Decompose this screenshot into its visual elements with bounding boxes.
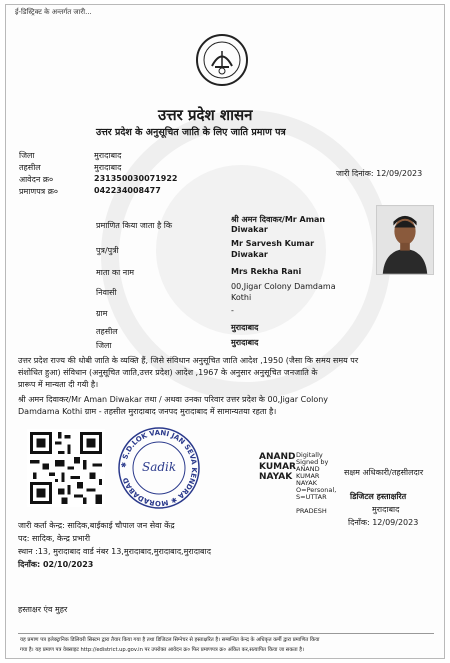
- body-paragraph-1-line3: प्रारूप में मान्यता दी गयी है।: [18, 380, 99, 389]
- certificate-page: ई-डिस्ट्रिक्ट के अन्तर्गत जारी... उत्तर प्रदेश शासन उत्तर प्रदेश के अनुसूचित जाति के लिए जाति प्रमाण पत्र जिला मुरादाबाद तहसील मुरादाबाद आवेदन क्र० 231350030071922 प्रमाणपत्र क्र० 042234008477 जारी दिनांक: 12/09/2023 प्रमाणित किया जाता है कि श्री अमन दिवाकर/Mr Aman Diwakar पुत्र/पुत्री Mr Sarvesh Kumar Diwakar माता का नाम Mrs Rekha Rani निवासी 00,Jigar Colony Damdama Kothi ग्राम - तहसील मुरादाबाद जिला मुरादाबाद उत्तर प्रदेश राज्य की धोबी जाति के व्यक्ति हैं, जिसे संविधान अनुसूचित जाति आदेश ,1950 (जैसा कि समय समय पर संशोधित हुआ) संविधान (अनुसूचित जाति,उत्तर प्रदेश) आदेश ,1967 के अनुसार अनुसूचित जनजाति के प्रारूप में मान्यता दी गयी है। श्री अमन दिवाकर/Mr Aman Diwakar तथा / अथवा उनका परिवार उत्तर प्रदेश के 00,Jigar Colony Damdama Kothi ग्राम - तहसील मुरादाबाद जनपद मुरादाबाद में सामान्यतया रहता है। ✱ S.D.LOK VANI JAN SEVA KENDRA ✱ MORADABAD Sadik ANAND KUMAR NAYAK Digitally Signed by ANAND KUMAR NAYAK O=Personal, S=UTTAR PRADESH जारी कर्ता केन्द्र: सादिक,बाईकाई चौपाल जन सेवा केंद्र पद: सादिक, केन्द्र प्रभारी स्थान :13, मुरादाबाद वार्ड नंबर 13,मुरादाबाद,मुरादाबाद,मुरादाबाद दिनाँक: 02/10/2023 सक्षम अधिकारी/तहसीलदार डिजिटल हस्ताक्षरित मुरादाबाद दिनाँक: 12/09/2023 हस्ताक्षर एंव मुहर यह प्रमाण पत्र इलेक्ट्रानिक डिलिवरी सिस्टम द्वारा तैयार किया गया है तथा डिजिटल सिग्नेचर से हस्ताक्षरित है। सम्बन्धित केन्द्र के अधिकृत कर्मी द्वारा प्रमाणित किया गया है। यह प्रमाण पत्र वेबसाइट http://edistrict.up.gov.in पर उपरोक्त आवेदन क्र० फिर प्रमाणपत्र क्र० अंकित कर,सत्यापित किया जा सकता है।: [5, 4, 445, 659]
- authority-place: मुरादाबाद: [372, 505, 400, 514]
- resident-address: 00,Jigar Colony Damdama: [231, 282, 336, 291]
- applicant-name-line2: Diwakar: [231, 225, 268, 234]
- authority-title: सक्षम अधिकारी/तहसीलदार: [344, 468, 424, 477]
- body-paragraph-2-line1: श्री अमन दिवाकर/Mr Aman Diwakar तथा / अथवा उनका परिवार उत्तर प्रदेश के 00,Jigar Colony: [18, 395, 329, 404]
- issuer-place: स्थान :13, मुरादाबाद वार्ड नंबर 13,मुरादाबाद,मुरादाबाद,मुरादाबाद: [18, 547, 211, 556]
- government-title: उत्तर प्रदेश शासन: [158, 106, 253, 124]
- father-name: Mr Sarvesh Kumar: [231, 239, 315, 248]
- mother-name: Mrs Rekha Rani: [231, 267, 302, 276]
- footer-note-line1: यह प्रमाण पत्र इलेक्ट्रानिक डिलिवरी सिस्टम द्वारा तैयार किया गया है तथा डिजिटल सिग्नेचर से हस्ताक्षरित है। सम्बन्धित केन्द्र के अधिकृत कर्मी द्वारा प्रमाणित किया: [20, 637, 320, 643]
- resident-label: निवासी: [96, 288, 117, 297]
- district-detail-value: मुरादाबाद: [231, 338, 259, 347]
- tehsil-detail-label: तहसील: [96, 327, 118, 336]
- signature-seal-label: हस्ताक्षर एंव मुहर: [18, 605, 68, 614]
- body-paragraph-1-line2: संशोधित हुआ) संविधान (अनुसूचित जाति,उत्तर प्रदेश) आदेश ,1967 के अनुसार अनुसूचित जनजाति के: [18, 368, 318, 377]
- district-detail-label: जिला: [96, 341, 112, 350]
- resident-address-line2: Kothi: [231, 293, 252, 302]
- application-number: 231350030071922: [94, 174, 178, 183]
- application-label: आवेदन क्र०: [19, 175, 54, 184]
- svg-text:Sadik: Sadik: [142, 460, 177, 474]
- father-name-line2: Diwakar: [231, 250, 268, 259]
- authority-date: दिनाँक: 12/09/2023: [348, 518, 419, 527]
- tehsil-label: तहसील: [19, 163, 41, 172]
- certificate-number: 042234008477: [94, 186, 161, 195]
- qr-code: [27, 429, 105, 507]
- body-paragraph-1-line1: उत्तर प्रदेश राज्य की धोबी जाति के व्यक्ति हैं, जिसे संविधान अनुसूचित जाति आदेश ,1950 (जैसा कि समय समय पर: [18, 356, 359, 365]
- certificate-label: प्रमाणपत्र क्र०: [19, 187, 58, 196]
- issuer-post: पद: सादिक, केन्द्र प्रभारी: [18, 534, 91, 543]
- village-value: -: [231, 306, 234, 315]
- tehsil-detail-value: मुरादाबाद: [231, 323, 259, 332]
- village-label: ग्राम: [96, 309, 108, 318]
- issuer-date: दिनाँक: 02/10/2023: [18, 560, 94, 569]
- certificate-title: उत्तर प्रदेश के अनुसूचित जाति के लिए जाति प्रमाण पत्र: [96, 127, 286, 138]
- digital-signer-name: ANAND KUMAR NAYAK: [259, 452, 296, 482]
- up-government-emblem-icon: [195, 33, 249, 87]
- certified-label: प्रमाणित किया जाता है कि: [96, 221, 173, 230]
- son-of-label: पुत्र/पुत्री: [96, 246, 119, 255]
- mother-label: माता का नाम: [96, 268, 135, 277]
- header-note: ई-डिस्ट्रिक्ट के अन्तर्गत जारी...: [15, 8, 92, 16]
- svg-text:✱ S.D.LOK VANI JAN SEVA KENDRA: ✱ S.D.LOK VANI JAN SEVA KENDRA ✱ MORADABAD: [119, 428, 199, 508]
- district-value: मुरादाबाद: [94, 151, 122, 160]
- district-label: जिला: [19, 151, 35, 160]
- body-paragraph-2-line2: Damdama Kothi ग्राम - तहसील मुरादाबाद जनपद मुरादाबाद में सामान्यतया रहता है।: [18, 407, 277, 416]
- applicant-name: श्री अमन दिवाकर/Mr Aman: [231, 215, 326, 224]
- issuing-center: जारी कर्ता केन्द्र: सादिक,बाईकाई चौपाल जन सेवा केंद्र: [18, 521, 175, 530]
- tehsil-value: मुरादाबाद: [94, 163, 122, 172]
- authority-signature: डिजिटल हस्ताक्षरित: [350, 492, 407, 501]
- issue-date: जारी दिनांक: 12/09/2023: [336, 169, 423, 178]
- center-seal-stamp: [116, 425, 202, 511]
- footer-note-line2: गया है। यह प्रमाण पत्र वेबसाइट http://edistrict.up.gov.in पर उपरोक्त आवेदन क्र० फिर प्रमाणपत्र क्र० अंकित कर,सत्यापित किया जा सकता है।: [20, 647, 304, 653]
- applicant-photo: [376, 205, 434, 275]
